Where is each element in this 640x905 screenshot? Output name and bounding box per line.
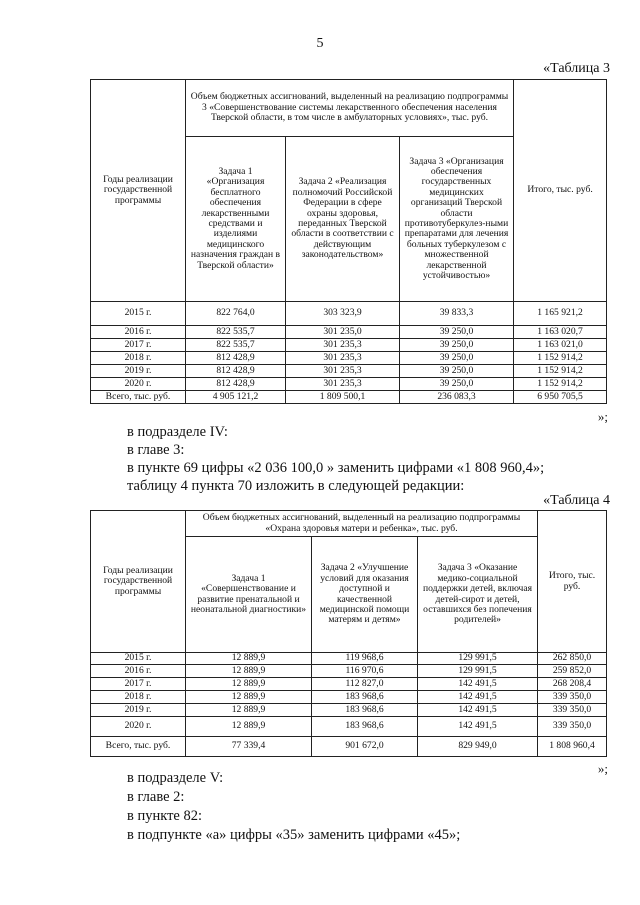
- value-cell: 1 163 020,7: [514, 326, 607, 339]
- table-3-closing: »;: [597, 409, 608, 424]
- value-cell: 339 350,0: [538, 717, 607, 737]
- year-cell: Всего, тыс. руб.: [91, 391, 186, 404]
- value-cell: 339 350,0: [538, 691, 607, 704]
- value-cell: 812 428,9: [186, 378, 286, 391]
- table-4-caption: «Таблица 4: [543, 493, 610, 508]
- value-cell: 12 889,9: [186, 704, 312, 717]
- value-cell: 112 827,0: [312, 678, 418, 691]
- value-cell: 129 991,5: [418, 653, 538, 665]
- value-cell: 829 949,0: [418, 737, 538, 757]
- value-cell: 1 165 921,2: [514, 302, 607, 326]
- value-cell: 262 850,0: [538, 653, 607, 665]
- year-cell: 2016 г.: [91, 326, 186, 339]
- table-row: [91, 717, 607, 737]
- table-row: [91, 326, 607, 339]
- page-number: 5: [316, 36, 324, 51]
- value-cell: 12 889,9: [186, 717, 312, 737]
- value-cell: 119 968,6: [312, 653, 418, 665]
- value-cell: 142 491,5: [418, 678, 538, 691]
- table-3: [90, 79, 607, 404]
- value-cell: 12 889,9: [186, 691, 312, 704]
- value-cell: 39 250,0: [400, 378, 514, 391]
- table-row: [91, 365, 607, 378]
- value-cell: 12 889,9: [186, 653, 312, 665]
- years-header: Годы реализации государственной программы: [91, 511, 186, 653]
- table-row: [91, 653, 607, 665]
- year-cell: 2020 г.: [91, 378, 186, 391]
- value-cell: 39 250,0: [400, 339, 514, 352]
- table-row: [91, 339, 607, 352]
- table-4: [90, 510, 607, 757]
- group-header: Объем бюджетных ассигнований, выделенный на реализацию подпрограммы 3 «Совершенствование системы лекарственного обеспечения населения Тверской области, в том числе в амбулаторных условиях», тыс. руб.: [186, 80, 514, 137]
- year-cell: 2018 г.: [91, 352, 186, 365]
- value-cell: 183 968,6: [312, 717, 418, 737]
- value-cell: 1 808 960,4: [538, 737, 607, 757]
- value-cell: 142 491,5: [418, 717, 538, 737]
- value-cell: 303 323,9: [286, 302, 400, 326]
- value-cell: 1 152 914,2: [514, 365, 607, 378]
- task-1-header: Задача 1 «Организация бесплатного обеспечения лекарственными средствами и изделиями медицинского назначения граждан в Тверской области»: [186, 137, 286, 302]
- text-line: в пункте 69 цифры «2 036 100,0 » заменить цифрами «1 808 960,4»;: [127, 460, 545, 476]
- value-cell: 142 491,5: [418, 704, 538, 717]
- text-line: в пункте 82:: [127, 808, 203, 824]
- value-cell: 6 950 705,5: [514, 391, 607, 404]
- value-cell: 812 428,9: [186, 352, 286, 365]
- table-row: [91, 378, 607, 391]
- year-cell: 2017 г.: [91, 678, 186, 691]
- value-cell: 301 235,3: [286, 378, 400, 391]
- task-2-header: Задача 2 «Реализация полномочий Российской Федерации в сфере охраны здоровья, переданных Тверской области в соответствии с действующим законодательством»: [286, 137, 400, 302]
- value-cell: 301 235,0: [286, 326, 400, 339]
- year-cell: 2019 г.: [91, 365, 186, 378]
- value-cell: 77 339,4: [186, 737, 312, 757]
- value-cell: 1 163 021,0: [514, 339, 607, 352]
- table-row: [91, 678, 607, 691]
- value-cell: 1 152 914,2: [514, 378, 607, 391]
- value-cell: 301 235,3: [286, 365, 400, 378]
- total-header: Итого, тыс. руб.: [514, 80, 607, 302]
- table-3-caption: «Таблица 3: [543, 61, 610, 76]
- value-cell: 301 235,3: [286, 339, 400, 352]
- value-cell: 1 152 914,2: [514, 352, 607, 365]
- year-cell: 2019 г.: [91, 704, 186, 717]
- value-cell: 39 833,3: [400, 302, 514, 326]
- value-cell: 259 852,0: [538, 665, 607, 678]
- text-line: в главе 3:: [127, 442, 185, 458]
- task-3-header: Задача 3 «Организация обеспечения государственных медицинских организаций Тверской области противотуберкулез-ными препаратами для лечения больных туберкулезом с множественной лекарственной устойчивостью»: [400, 137, 514, 302]
- year-cell: 2015 г.: [91, 653, 186, 665]
- task-2-header: Задача 2 «Улучшение условий для оказания доступной и качественной медицинской помощи матерям и детям»: [312, 537, 418, 653]
- year-cell: 2018 г.: [91, 691, 186, 704]
- value-cell: 901 672,0: [312, 737, 418, 757]
- value-cell: 822 535,7: [186, 339, 286, 352]
- table-row: [91, 691, 607, 704]
- table-row: [91, 737, 607, 757]
- value-cell: 12 889,9: [186, 665, 312, 678]
- years-header: Годы реализации государственной программы: [91, 80, 186, 302]
- value-cell: 812 428,9: [186, 365, 286, 378]
- text-line: таблицу 4 пункта 70 изложить в следующей редакции:: [127, 478, 465, 494]
- text-line: в подразделе V:: [127, 770, 224, 786]
- task-3-header: Задача 3 «Оказание медико-социальной поддержки детей, включая детей-сирот и детей, оставшихся без попечения родителей»: [418, 537, 538, 653]
- text-line: в главе 2:: [127, 789, 185, 805]
- value-cell: 39 250,0: [400, 352, 514, 365]
- value-cell: 183 968,6: [312, 691, 418, 704]
- value-cell: 39 250,0: [400, 326, 514, 339]
- total-header: Итого, тыс. руб.: [538, 511, 607, 653]
- value-cell: 301 235,3: [286, 352, 400, 365]
- value-cell: 116 970,6: [312, 665, 418, 678]
- year-cell: 2016 г.: [91, 665, 186, 678]
- table-row: [91, 704, 607, 717]
- table-row: [91, 302, 607, 326]
- value-cell: 822 764,0: [186, 302, 286, 326]
- task-1-header: Задача 1 «Совершенствование и развитие пренатальной и неонатальной диагностики»: [186, 537, 312, 653]
- value-cell: 129 991,5: [418, 665, 538, 678]
- value-cell: 268 208,4: [538, 678, 607, 691]
- value-cell: 4 905 121,2: [186, 391, 286, 404]
- value-cell: 822 535,7: [186, 326, 286, 339]
- year-cell: 2020 г.: [91, 717, 186, 737]
- table-row: [91, 665, 607, 678]
- value-cell: 12 889,9: [186, 678, 312, 691]
- text-line: в подпункте «а» цифры «35» заменить цифрами «45»;: [127, 827, 461, 843]
- table-4-closing: »;: [597, 761, 608, 776]
- text-line: в подразделе IV:: [127, 424, 228, 440]
- group-header: Объем бюджетных ассигнований, выделенный на реализацию подпрограммы «Охрана здоровья матери и ребенка», тыс. руб.: [186, 511, 538, 537]
- value-cell: 1 809 500,1: [286, 391, 400, 404]
- value-cell: 236 083,3: [400, 391, 514, 404]
- year-cell: Всего, тыс. руб.: [91, 737, 186, 757]
- year-cell: 2015 г.: [91, 302, 186, 326]
- value-cell: 39 250,0: [400, 365, 514, 378]
- value-cell: 142 491,5: [418, 691, 538, 704]
- value-cell: 339 350,0: [538, 704, 607, 717]
- table-row: [91, 391, 607, 404]
- year-cell: 2017 г.: [91, 339, 186, 352]
- value-cell: 183 968,6: [312, 704, 418, 717]
- table-row: [91, 352, 607, 365]
